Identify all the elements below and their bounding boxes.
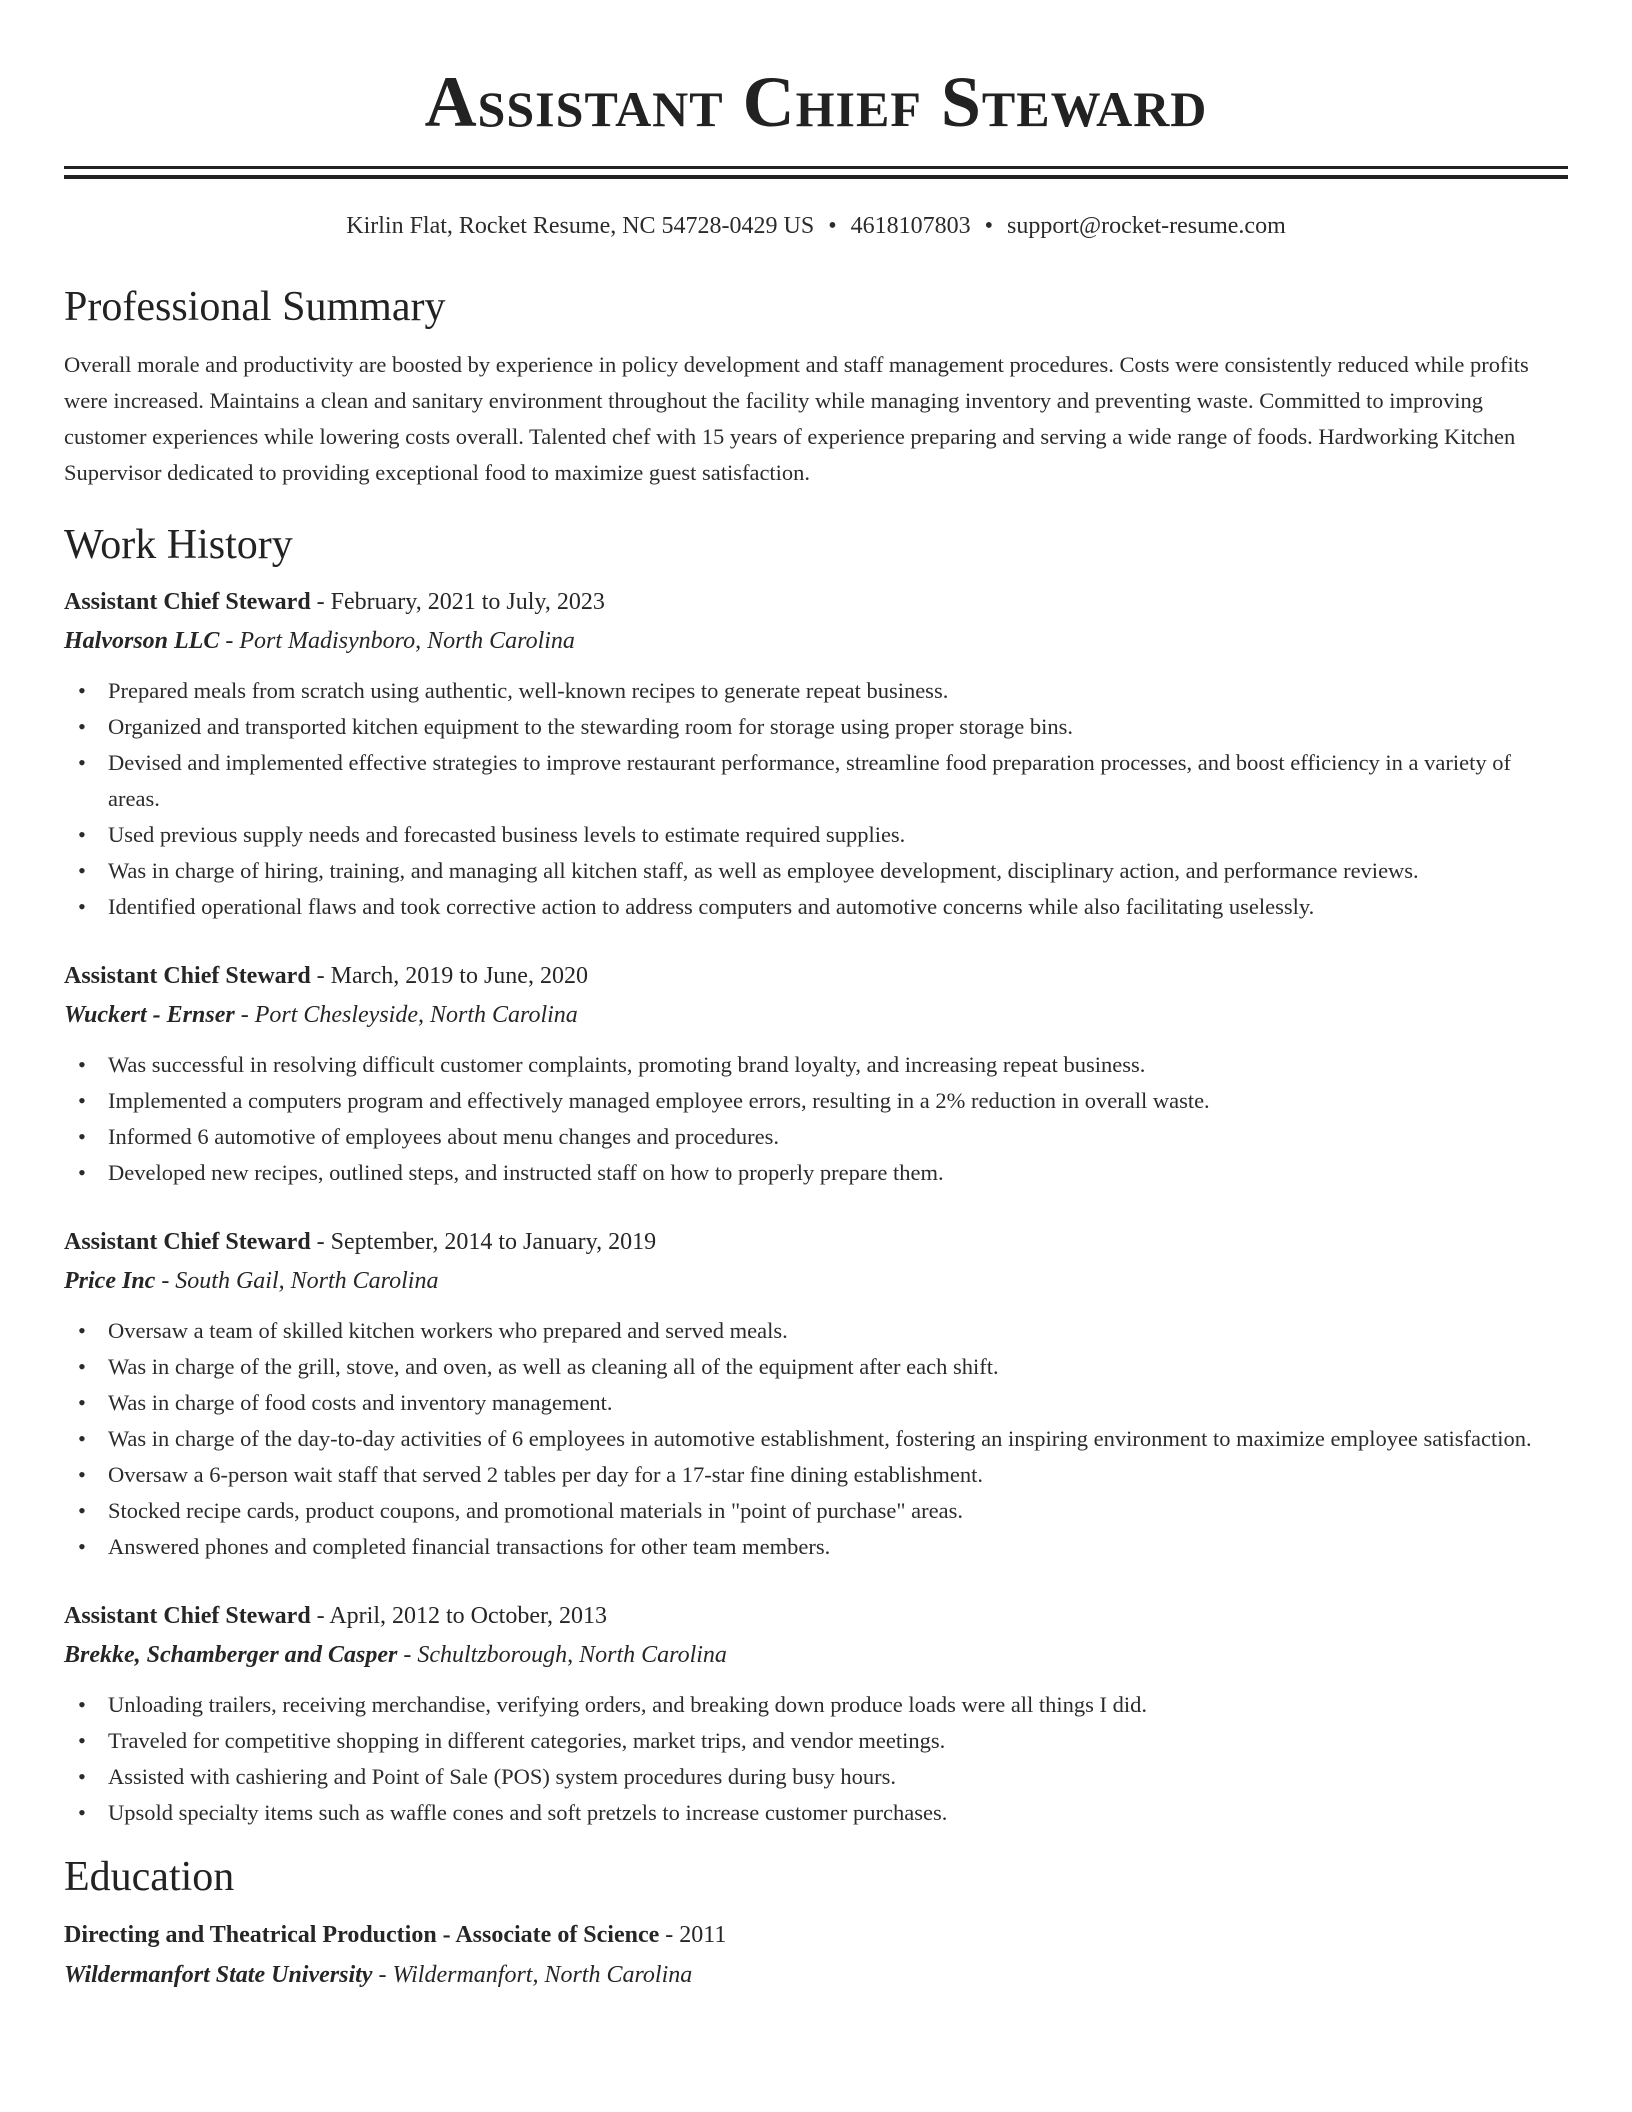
job-location: - Port Chesleyside, North Carolina	[234, 1002, 578, 1028]
list-item	[78, 709, 1568, 745]
list-item	[78, 1457, 1568, 1493]
duty-text: Oversaw a 6-person wait staff that served 2 tables per day for a 17-star fine dining establishment.	[108, 1462, 983, 1487]
job-role: Assistant Chief Steward	[64, 963, 311, 989]
contact-separator: •	[984, 213, 994, 239]
duty-text: Prepared meals from scratch using authentic, well-known recipes to generate repeat business.	[108, 678, 949, 703]
job-entry	[64, 957, 1568, 1191]
job-title-line	[64, 1223, 1568, 1261]
job-duties-list	[64, 673, 1568, 925]
duty-text: Organized and transported kitchen equipment to the stewarding room for storage using proper storage bins.	[108, 714, 1073, 739]
job-role: Assistant Chief Steward	[64, 1229, 311, 1255]
bullet-icon: •	[78, 1534, 86, 1559]
duty-text: Stocked recipe cards, product coupons, and promotional materials in "point of purchase" areas.	[108, 1498, 963, 1523]
education-school-line	[64, 1955, 1568, 1995]
job-title-line	[64, 1597, 1568, 1635]
bullet-icon: •	[78, 1390, 86, 1415]
duty-text: Answered phones and completed financial transactions for other team members.	[108, 1534, 831, 1559]
job-location: - Port Madisynboro, North Carolina	[219, 628, 575, 654]
bullet-icon: •	[78, 858, 86, 883]
job-location: - Schultzborough, North Carolina	[397, 1642, 727, 1668]
education-year: - 2011	[659, 1922, 727, 1948]
list-item	[78, 1313, 1568, 1349]
duty-text: Was in charge of food costs and inventory management.	[108, 1390, 613, 1415]
summary-heading: Professional Summary	[64, 284, 446, 330]
job-duties-list	[64, 1687, 1568, 1831]
bullet-icon: •	[78, 1426, 86, 1451]
job-company-line	[64, 1261, 1568, 1301]
bullet-icon: •	[78, 1692, 86, 1717]
contact-address: Kirlin Flat, Rocket Resume, NC 54728-0429 US	[346, 213, 815, 239]
bullet-icon: •	[78, 1318, 86, 1343]
duty-text: Unloading trailers, receiving merchandise, verifying orders, and breaking down produce loads were all things I did.	[108, 1692, 1148, 1717]
duty-text: Used previous supply needs and forecasted business levels to estimate required supplies.	[108, 822, 906, 847]
job-dates: - March, 2019 to June, 2020	[310, 963, 588, 989]
bullet-icon: •	[78, 1764, 86, 1789]
bullet-icon: •	[78, 1354, 86, 1379]
list-item	[78, 1385, 1568, 1421]
list-item	[78, 1421, 1568, 1457]
job-dates: - February, 2021 to July, 2023	[310, 589, 605, 615]
bullet-icon: •	[78, 1160, 86, 1185]
job-dates: - September, 2014 to January, 2019	[310, 1229, 657, 1255]
resume-name: Assistant Chief Steward	[424, 62, 1208, 142]
list-item	[78, 1493, 1568, 1529]
bullet-icon: •	[78, 750, 86, 775]
job-company-line	[64, 995, 1568, 1035]
job-location: - South Gail, North Carolina	[155, 1268, 439, 1294]
list-item	[78, 817, 1568, 853]
bullet-icon: •	[78, 1728, 86, 1753]
duty-text: Devised and implemented effective strategies to improve restaurant performance, streamline food preparation processes, and boost efficiency in a variety of areas.	[108, 750, 1512, 811]
job-company-line	[64, 1635, 1568, 1675]
job-entry	[64, 1223, 1568, 1565]
list-item	[78, 1759, 1568, 1795]
duty-text: Was successful in resolving difficult customer complaints, promoting brand loyalty, and increasing repeat business.	[108, 1052, 1146, 1077]
bullet-icon: •	[78, 678, 86, 703]
bullet-icon: •	[78, 1498, 86, 1523]
list-item	[78, 745, 1568, 817]
job-entry	[64, 583, 1568, 925]
education-entry	[64, 1915, 1568, 1995]
list-item	[78, 1047, 1568, 1083]
work-history-heading: Work History	[64, 522, 293, 568]
job-company: Price Inc	[64, 1268, 156, 1294]
job-company: Halvorson LLC	[64, 628, 220, 654]
bullet-icon: •	[78, 1088, 86, 1113]
bullet-icon: •	[78, 822, 86, 847]
job-company: Brekke, Schamberger and Casper	[64, 1642, 398, 1668]
contact-line	[64, 209, 1568, 243]
job-duties-list	[64, 1047, 1568, 1191]
header-divider-top	[64, 166, 1568, 169]
list-item	[78, 889, 1568, 925]
list-item	[78, 1349, 1568, 1385]
list-item	[78, 1795, 1568, 1831]
bullet-icon: •	[78, 1124, 86, 1149]
duty-text: Was in charge of the grill, stove, and oven, as well as cleaning all of the equipment after each shift.	[108, 1354, 999, 1379]
job-title-line	[64, 583, 1568, 621]
bullet-icon: •	[78, 714, 86, 739]
education-degree-line	[64, 1915, 1568, 1955]
duty-text: Informed 6 automotive of employees about menu changes and procedures.	[108, 1124, 780, 1149]
job-company-line	[64, 621, 1568, 661]
duty-text: Developed new recipes, outlined steps, and instructed staff on how to properly prepare them.	[108, 1160, 944, 1185]
education-location: - Wildermanfort, North Carolina	[372, 1962, 693, 1988]
job-role: Assistant Chief Steward	[64, 1603, 311, 1629]
education-heading: Education	[64, 1854, 235, 1900]
duty-text: Oversaw a team of skilled kitchen workers who prepared and served meals.	[108, 1318, 788, 1343]
work-history-list	[64, 583, 1568, 1831]
list-item	[78, 1723, 1568, 1759]
job-title-line	[64, 957, 1568, 995]
bullet-icon: •	[78, 1052, 86, 1077]
list-item	[78, 1119, 1568, 1155]
list-item	[78, 1529, 1568, 1565]
duty-text: Upsold specialty items such as waffle cones and soft pretzels to increase customer purchases.	[108, 1800, 948, 1825]
list-item	[78, 853, 1568, 889]
job-entry	[64, 1597, 1568, 1831]
contact-separator: •	[828, 213, 837, 239]
job-role: Assistant Chief Steward	[64, 589, 311, 615]
bullet-icon: •	[78, 1462, 86, 1487]
bullet-icon: •	[78, 1800, 86, 1825]
duty-text: Implemented a computers program and effectively managed employee errors, resulting in a 2% reduction in overall waste.	[108, 1088, 1210, 1113]
education-degree: Directing and Theatrical Production - Associate of Science	[64, 1922, 660, 1948]
header-divider-bottom	[64, 175, 1568, 179]
duty-text: Traveled for competitive shopping in different categories, market trips, and vendor meetings.	[108, 1728, 946, 1753]
bullet-icon: •	[78, 894, 86, 919]
list-item	[78, 1083, 1568, 1119]
contact-phone: 4618107803	[850, 213, 971, 239]
duty-text: Was in charge of the day-to-day activities of 6 employees in automotive establishment, fostering an inspiring environment to maximize employee satisfaction.	[108, 1426, 1532, 1451]
summary-text: Overall morale and productivity are boosted by experience in policy development and staff management procedures. Costs were consistently reduced while profits were increased. Maintains a clean and sanitary environment throughout the facility while managing inventory and preventing waste. Committed to improving customer experiences while lowering costs overall. Talented chef with 15 years of experience preparing and serving a wide range of foods. Hardworking Kitchen Supervisor dedicated to providing exceptional food to maximize guest satisfaction.	[64, 352, 1529, 485]
duty-text: Was in charge of hiring, training, and managing all kitchen staff, as well as employee development, disciplinary action, and performance reviews.	[108, 858, 1419, 883]
contact-email: support@rocket-resume.com	[1007, 213, 1286, 239]
list-item	[78, 673, 1568, 709]
education-school: Wildermanfort State University	[64, 1962, 373, 1988]
job-duties-list	[64, 1313, 1568, 1565]
list-item	[78, 1155, 1568, 1191]
duty-text: Assisted with cashiering and Point of Sale (POS) system procedures during busy hours.	[108, 1764, 897, 1789]
job-dates: - April, 2012 to October, 2013	[310, 1603, 608, 1629]
job-company: Wuckert - Ernser	[64, 1002, 235, 1028]
list-item	[78, 1687, 1568, 1723]
duty-text: Identified operational flaws and took corrective action to address computers and automotive concerns while also facilitating uselessly.	[108, 894, 1315, 919]
